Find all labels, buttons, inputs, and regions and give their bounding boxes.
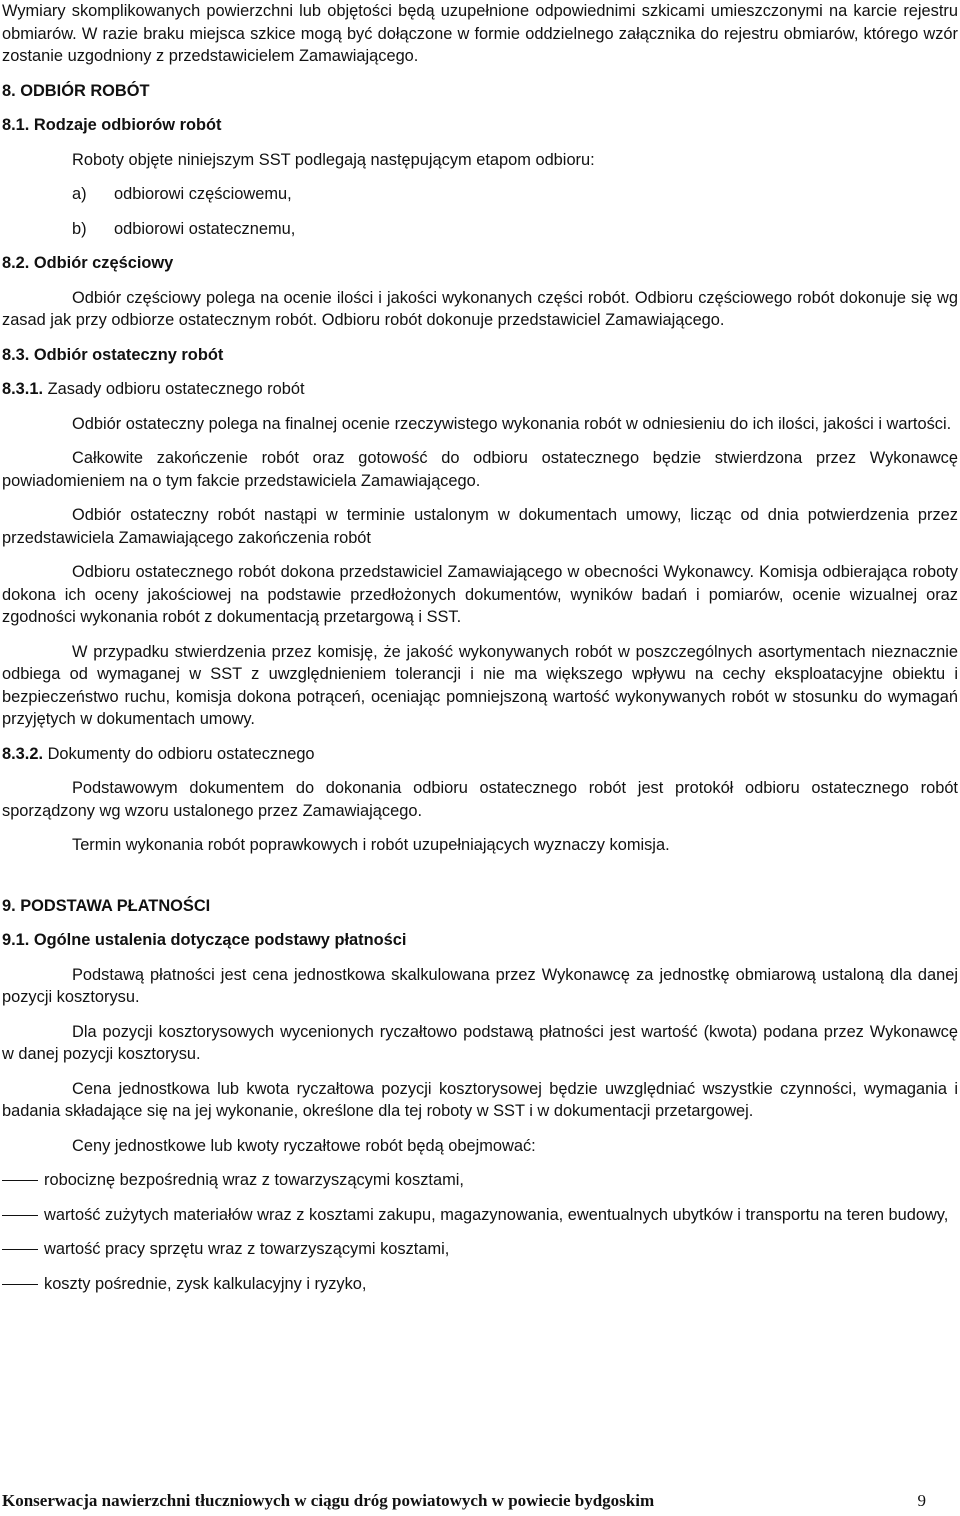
section-8-3-2-heading xyxy=(2,743,958,766)
list-item xyxy=(2,1238,958,1261)
paragraph: Podstawą płatności jest cena jednostkowa skalkulowana przez Wykonawcę za jednostkę obmiarową ustaloną dla danej pozycji kosztorysu. xyxy=(2,965,958,1006)
section-8-1-text: Roboty objęte niniejszym SST podlegają następującym etapom odbioru: xyxy=(72,150,595,169)
section-8-3-1-heading xyxy=(2,378,958,401)
dash-bullet-icon xyxy=(2,1284,38,1285)
list-item-text: odbiorowi ostatecznemu, xyxy=(114,219,296,238)
paragraph: Termin wykonania robót poprawkowych i robót uzupełniających wyznaczy komisja. xyxy=(72,836,670,854)
section-9-1-heading: 9.1. Ogólne ustalenia dotyczące podstawy płatności xyxy=(2,931,407,949)
paragraph: Dla pozycji kosztorysowych wycenionych ryczałtowo podstawą płatności jest wartość (kwota) podana przez Wykonawcę w danej pozycji kosztorysu. xyxy=(2,1022,958,1063)
paragraph: Odbiór ostateczny polega na finalnej ocenie rzeczywistego wykonania robót w odniesieniu do ich ilości, jakości i wartości. xyxy=(72,414,952,433)
list-item xyxy=(2,1169,958,1192)
list-item-text: robociznę bezpośrednią wraz z towarzyszącymi kosztami, xyxy=(44,1171,464,1189)
list-item-text: koszty pośrednie, zysk kalkulacyjny i ryzyko, xyxy=(44,1274,367,1293)
paragraph: Odbiór ostateczny robót nastąpi w terminie ustalonym w dokumentach umowy, licząc od dnia potwierdzenia przez przedstawiciela Zamawiającego zakończenia robót xyxy=(2,506,958,547)
section-8-3-2-number: 8.3.2. xyxy=(2,744,44,763)
paragraph: Podstawowym dokumentem do dokonania odbioru ostatecznego robót jest protokół odbioru ostatecznego robót sporządzony wg wzoru ustalonego przez Zamawiającego. xyxy=(2,779,958,820)
paragraph: Cena jednostkowa lub kwota ryczałtowa pozycji kosztorysowej będzie uwzględniać wszystkie czynności, wymagania i badania składające się na jej wykonanie, określone dla tej roboty w SST i w dokumentacji przetargowej. xyxy=(2,1079,958,1120)
footer-title: Konserwacja nawierzchni tłuczniowych w ciągu dróg powiatowych w powiecie bydgoskim xyxy=(2,1491,655,1510)
list-item-text: wartość pracy sprzętu wraz z towarzyszącymi kosztami, xyxy=(44,1240,450,1258)
list-item xyxy=(2,1204,958,1227)
section-8-3-2-title: Dokumenty do odbioru ostatecznego xyxy=(47,744,315,763)
paragraph: Ceny jednostkowe lub kwoty ryczałtowe robót będą obejmować: xyxy=(72,1136,536,1155)
section-8-3-1-title: Zasady odbioru ostatecznego robót xyxy=(47,380,305,398)
dash-bullet-icon xyxy=(2,1215,38,1216)
dash-bullet-icon xyxy=(2,1249,38,1250)
page-number: 9 xyxy=(917,1491,926,1510)
intro-paragraph: Wymiary skomplikowanych powierzchni lub objętości będą uzupełnione odpowiednimi szkicami umieszczonymi na karcie rejestru obmiarów. W razie braku miejsca szkice mogą być dołączone w formie oddzielnego załącznika do rejestru obmiarów, którego wzór zostanie uzgodniony z przedstawicielem Zamawiającego. xyxy=(2,2,958,65)
section-8-3-heading: 8.3. Odbiór ostateczny robót xyxy=(2,345,224,364)
section-8-2-text: Odbiór częściowy polega na ocenie ilości i jakości wykonanych części robót. Odbioru częściowego robót dokonuje się wg zasad jak przy odbiorze ostatecznym robót. Odbioru robót dokonuje przedstawiciel Zamawiającego. xyxy=(2,288,958,329)
page-footer xyxy=(2,1491,926,1511)
section-8-3-1-number: 8.3.1. xyxy=(2,380,44,398)
list-item-mark: a) xyxy=(72,185,87,203)
list-item xyxy=(72,183,958,206)
paragraph: Odbioru ostatecznego robót dokona przedstawiciel Zamawiającego w obecności Wykonawcy. Komisja odbierająca roboty dokona ich oceny jakościowej na podstawie przedłożonych dokumentów, wyników badań i pomiarów, ocenie wizualnej oraz zgodności wykonania robót z dokumentacją przetargową i SST. xyxy=(2,563,958,626)
document-page xyxy=(2,0,958,1295)
list-item xyxy=(2,1273,958,1296)
list-item-text: wartość zużytych materiałów wraz z kosztami zakupu, magazynowania, ewentualnych ubytków i transportu na teren budowy, xyxy=(44,1205,949,1224)
section-9-heading: 9. PODSTAWA PŁATNOŚCI xyxy=(2,896,211,915)
section-8-1-heading: 8.1. Rodzaje odbiorów robót xyxy=(2,116,222,134)
paragraph: Całkowite zakończenie robót oraz gotowość do odbioru ostatecznego będzie stwierdzona przez Wykonawcę powiadomieniem na o tym fakcie przedstawiciela Zamawiającego. xyxy=(2,449,958,490)
list-item-text: odbiorowi częściowemu, xyxy=(114,185,292,203)
list-item xyxy=(72,218,958,241)
dash-bullet-icon xyxy=(2,1180,38,1181)
section-8-heading: 8. ODBIÓR ROBÓT xyxy=(2,81,150,100)
section-8-1-list xyxy=(72,183,958,240)
list-item-mark: b) xyxy=(72,219,87,238)
paragraph: W przypadku stwierdzenia przez komisję, że jakość wykonywanych robót w poszczególnych asortymentach nieznacznie odbiega od wymaganej w SST z uwzględnieniem tolerancji i nie ma większego wpływu na cechy eksploatacyjne obiektu i bezpieczeństwo ruchu, komisja dokona potrąceń, oceniając pomniejszoną wartość wykonywanych robót w stosunku do wymagań przyjętych w dokumentach umowy. xyxy=(2,642,958,728)
section-8-2-heading: 8.2. Odbiór częściowy xyxy=(2,254,174,272)
